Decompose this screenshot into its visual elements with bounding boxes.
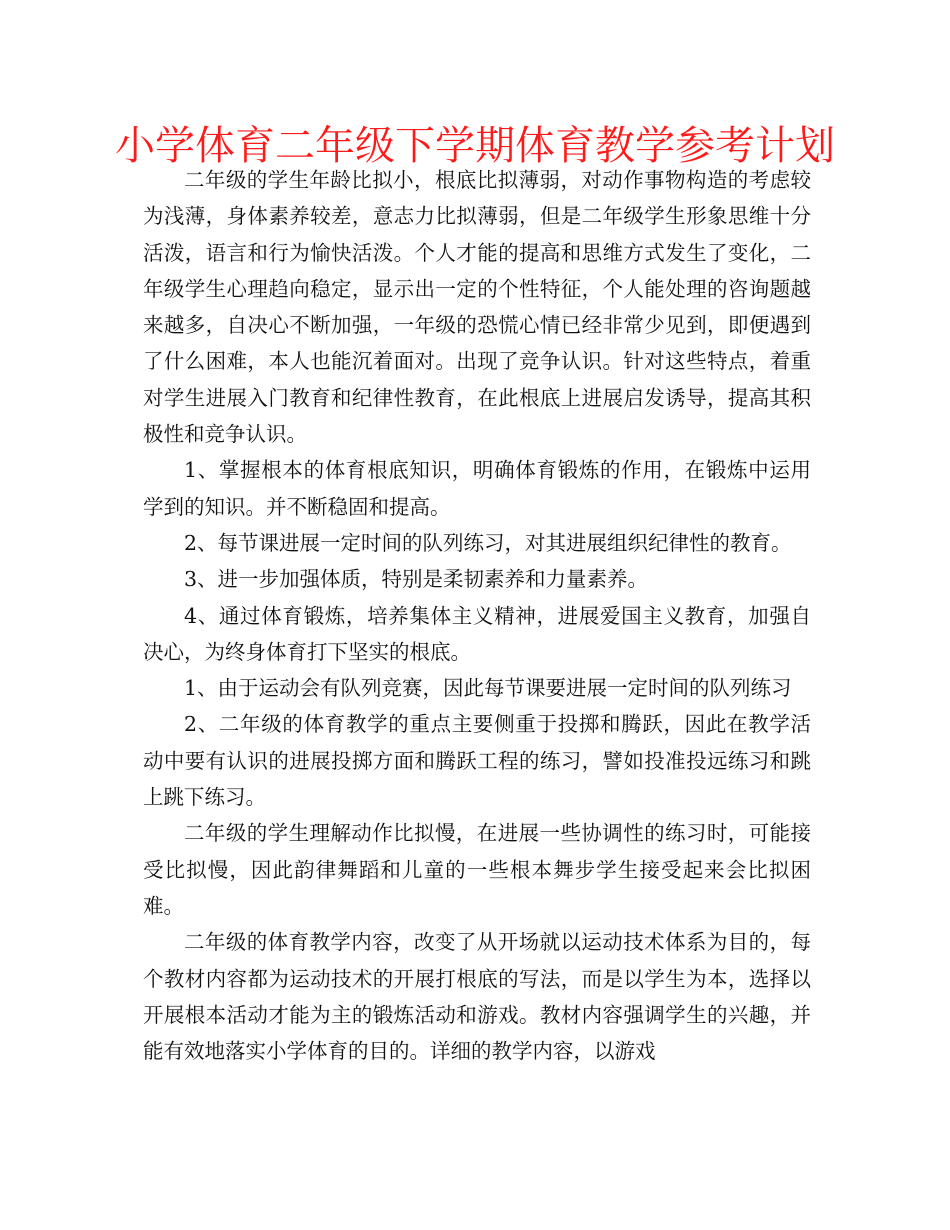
paragraph-intro: 二年级的学生年龄比拟小，根底比拟薄弱，对动作事物构造的考虑较为浅薄，身体素养较差，意志力比拟薄弱，但是二年级学生形象思维十分活泼，语言和行为愉快活泼。个人才能的提高和思维方式发生了变化，二年级学生心理趋向稳定，显示出一定的个性特征，个人能处理的咨询题越来越多，自决心不断加强，一年级的恐慌心情已经非常少见到，即便遇到了什么困难，本人也能沉着面对。出现了竞争认识。针对这些特点，着重对学生进展入门教育和纪律性教育，在此根底上进展启发诱导，提高其积极性和竞争认识。 <box>143 168 811 447</box>
paragraph-goal-1: 1、掌握根本的体育根底知识，明确体育锻炼的作用，在锻炼中运用学到的知识。并不断稳固和提高。 <box>143 458 811 519</box>
paragraph-goal-2: 2、每节课进展一定时间的队列练习，对其进展组织纪律性的教育。 <box>184 530 792 555</box>
paragraph-content: 二年级的体育教学内容，改变了从开场就以运动技术体系为目的，每个教材内容都为运动技术的开展打根底的写法，而是以学生为本，选择以开展根本活动才能为主的锻炼活动和游戏。教材内容强调学生的兴趣，并能有效地落实小学体育的目的。详细的教学内容，以游戏 <box>143 930 811 1064</box>
document-title: 小学体育二年级下学期体育教学参考计划 <box>115 123 835 169</box>
paragraph-goal-4: 4、通过体育锻炼，培养集体主义精神，进展爱国主义教育，加强自决心，为终身体育打下坚实的根底。 <box>143 603 811 664</box>
paragraph-difficulty: 二年级的学生理解动作比拟慢，在进展一些协调性的练习时，可能接受比拟慢，因此韵律舞蹈和儿童的一些根本舞步学生接受起来会比拟困难。 <box>143 821 811 918</box>
document-body <box>143 162 811 1069</box>
paragraph-goal-3: 3、进一步加强体质，特别是柔韧素养和力量素养。 <box>184 567 649 592</box>
paragraph-focus-2: 2、二年级的体育教学的重点主要侧重于投掷和腾跃，因此在教学活动中要有认识的进展投掷方面和腾跃工程的练习，譬如投准投远练习和跳上跳下练习。 <box>143 712 811 810</box>
paragraph-focus-1: 1、由于运动会有队列竞赛，因此每节课要进展一定时间的队列练习 <box>184 676 792 701</box>
